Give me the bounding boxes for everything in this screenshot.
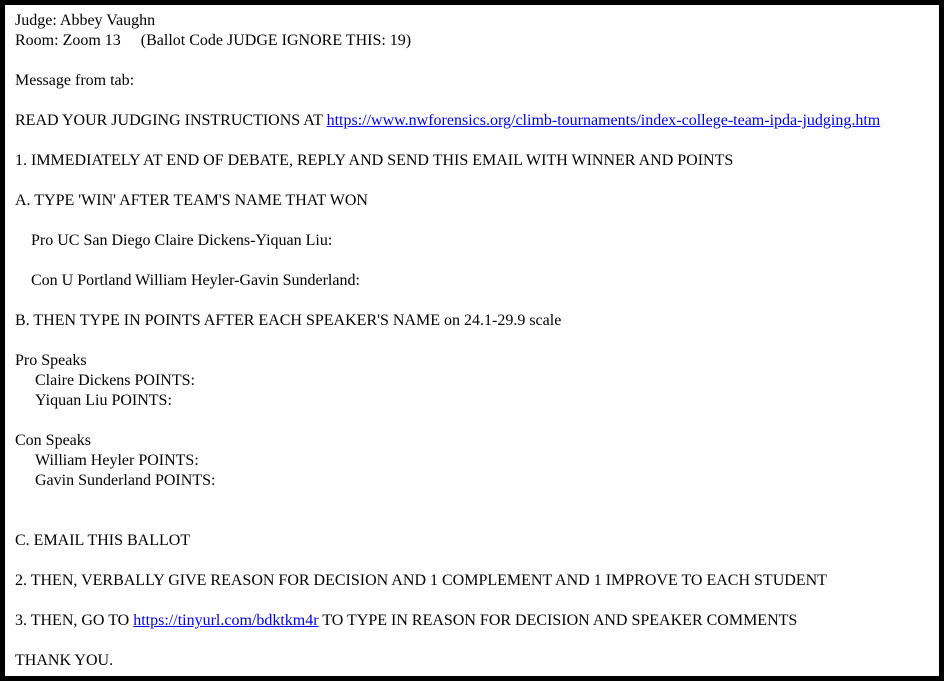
- step-3-line-text-before: 3. THEN, GO TO: [15, 612, 134, 629]
- blank-line: [15, 631, 929, 651]
- con-speaker-1-points-line: William Heyler POINTS:: [15, 452, 199, 469]
- blank-line: [15, 171, 929, 191]
- blank-line: [15, 511, 929, 531]
- pro-speaks-heading-line: Pro Speaks: [15, 352, 87, 369]
- judge-line: Judge: Abbey Vaughn: [15, 12, 156, 29]
- message-from-tab-line: Message from tab:: [15, 72, 135, 89]
- blank-line: [15, 291, 929, 311]
- blank-line: [15, 51, 929, 71]
- nwforensics-judging-instructions-link[interactable]: https://www.nwforensics.org/climb-tournaments/index-college-team-ipda-judging.htm: [326, 112, 881, 129]
- blank-line: [15, 131, 929, 151]
- blank-line: [15, 591, 929, 611]
- blank-line: [15, 331, 929, 351]
- room-line: Room: Zoom 13 (Ballot Code JUDGE IGNORE THIS: 19): [15, 32, 412, 49]
- tinyurl-ballot-form-link[interactable]: https://tinyurl.com/bdktkm4r: [133, 612, 319, 629]
- pro-speaker-2-points-line: Yiquan Liu POINTS:: [15, 392, 172, 409]
- step-b-line: B. THEN TYPE IN POINTS AFTER EACH SPEAKER'S NAME on 24.1-29.9 scale: [15, 312, 562, 329]
- pro-team-line: Pro UC San Diego Claire Dickens-Yiquan Liu:: [15, 232, 333, 249]
- step-1-line: 1. IMMEDIATELY AT END OF DEBATE, REPLY AND SEND THIS EMAIL WITH WINNER AND POINTS: [15, 152, 734, 169]
- step-3-line-text-after: TO TYPE IN REASON FOR DECISION AND SPEAKER COMMENTS: [318, 612, 798, 629]
- blank-line: [15, 491, 929, 511]
- step-a-line: A. TYPE 'WIN' AFTER TEAM'S NAME THAT WON: [15, 192, 368, 209]
- blank-line: [15, 411, 929, 431]
- blank-line: [15, 211, 929, 231]
- read-instructions-line: [15, 111, 929, 131]
- step-3-line: [15, 611, 929, 631]
- con-speaks-heading-line: Con Speaks: [15, 432, 91, 449]
- con-team-line: Con U Portland William Heyler-Gavin Sunderland:: [15, 272, 360, 289]
- step-c-line: C. EMAIL THIS BALLOT: [15, 532, 191, 549]
- blank-line: [15, 91, 929, 111]
- con-speaker-2-points-line: Gavin Sunderland POINTS:: [15, 472, 216, 489]
- read-instructions-line-text-before: READ YOUR JUDGING INSTRUCTIONS AT: [15, 112, 327, 129]
- step-2-line: 2. THEN, VERBALLY GIVE REASON FOR DECISION AND 1 COMPLEMENT AND 1 IMPROVE TO EACH STUDENT: [15, 572, 827, 589]
- blank-line: [15, 251, 929, 271]
- blank-line: [15, 551, 929, 571]
- email-body: [15, 11, 929, 671]
- pro-speaker-1-points-line: Claire Dickens POINTS:: [15, 372, 195, 389]
- thank-you-line: THANK YOU.: [15, 652, 114, 669]
